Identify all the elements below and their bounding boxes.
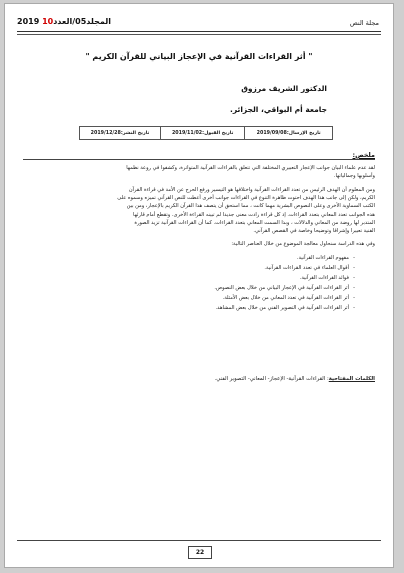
bullet-marker: - — [353, 295, 355, 301]
bullet-marker: - — [353, 305, 355, 311]
abstract-p2-line: الكتب السماوية الأخرى وعلى النصوص البشرية مهما كانت ، مما استحق أن يتصف هذا القرآن الكريم بالإعجاز، ومن بين — [126, 203, 375, 210]
abstract-p2-line: الفنية تعبيرا وإشراقا وتوضيحا وخاصة في القصص القرآني. — [253, 228, 375, 235]
list-item — [214, 273, 355, 283]
list-item — [214, 253, 355, 263]
abstract-p2-line: المتدبر لها روضة من المعاني والدلالات ، وبذا السمت المعاني بتعدد القراءات. كما أن القراءات القرآنية تزيد الصورة — [134, 219, 375, 226]
abstract-paragraph-1 — [23, 164, 375, 180]
journal-issue-info — [17, 17, 111, 26]
list-item — [214, 283, 355, 293]
list-item — [214, 293, 355, 303]
list-item-text: أثر القراءات القرآنية في الإعجاز البياني من خلال بعض النصوص. — [214, 285, 349, 291]
date-accepted: تاريخ القبول:2019/11/02 — [160, 127, 244, 140]
bullet-marker: - — [353, 285, 355, 291]
list-item-text: أثر القراءات القرآنية في تعدد المعاني من خلال بعض الأمثلة. — [222, 295, 349, 301]
abstract-heading: ملخص: — [352, 151, 375, 159]
header-rule-thin — [17, 34, 381, 35]
journal-year: 2019 — [17, 17, 40, 26]
abstract-intro-line — [23, 240, 375, 248]
abstract-p2-line: ومن المعلوم أن الهدف الرئيس من تعدد القراءات القرآنية واختلافها هو التيسير ورفع الحرج عن الأمة في قراءة القرآن — [128, 187, 375, 193]
bullet-marker: - — [353, 255, 355, 261]
list-item-text: فوائد القراءات القرآنية. — [299, 275, 349, 281]
document-page — [4, 3, 394, 568]
list-item-text: مفهوم القراءات القرآنية. — [296, 255, 349, 261]
date-submitted: تاريخ الإرسال:2019/09/08 — [245, 127, 333, 140]
keywords-values: : القراءات القرآنية- الإعجاز- المعاني- التصوير الفني. — [214, 376, 329, 382]
author-name: الدكتور الشريف مرزوق — [241, 84, 327, 93]
bullet-marker: - — [353, 265, 355, 271]
abstract-rule — [23, 159, 375, 160]
intro-line-text: وفي هذه الدراسة سنحاول معالجة الموضوع من خلال العناصر التالية: — [231, 241, 375, 247]
bullet-marker: - — [353, 275, 355, 281]
list-item — [214, 263, 355, 273]
keywords-label: الكلمات المفتاحية — [328, 376, 375, 382]
list-item-text: أقوال العلماء في تعدد القراءات القرآنية. — [264, 265, 349, 271]
keywords — [215, 376, 375, 382]
abstract-p2-line: هذه الجوانب تعدد المعاني بتعدد القراءات. إذ كل قراءة زادت معنى جديدا لم تبينه القراءة الأخرى. وتقطع أمام قارئها — [133, 211, 375, 218]
author-affiliation: جامعة أم البواقي، الجزائر. — [230, 105, 327, 114]
header-rule-thick — [17, 31, 381, 32]
journal-name: مجلة النص — [349, 19, 379, 27]
volume-issue-prefix: المجلد05/العدد — [53, 17, 112, 26]
topics-list — [214, 253, 355, 313]
list-item — [214, 303, 355, 313]
article-title: " أثر القراءات القرآنية في الإعجاز البياني للقرآن الكريم " — [85, 52, 313, 61]
abstract-p1-line: لقد عدم علماء البيان جوانب الإعجاز التعبيري المختلفة التي تتعلق بالقراءات القرآنية المتواترة، وكشفوا في روعة نظمها — [126, 165, 375, 171]
issue-number: 10 — [42, 17, 54, 26]
dates-table — [79, 126, 333, 140]
abstract-p1-line: وأسلوبها وجمالياتها. — [333, 173, 375, 180]
list-item-text: أثر القراءات القرآنية في التصوير الفني من خلال بعض المشاهد. — [215, 305, 349, 311]
date-published: تاريخ النشر:2019/12/28 — [80, 127, 161, 140]
abstract-paragraph-2 — [23, 186, 375, 235]
page-number: 22 — [188, 546, 212, 559]
abstract-p2-line: الكريم، ولكن إلى جانب هذا الهدف احتوت ظاهرة التنوع في القراءات جوانب أخرى أعطت للنص القرآني تميزه وسموه على — [117, 195, 375, 202]
footer-rule — [17, 540, 381, 541]
